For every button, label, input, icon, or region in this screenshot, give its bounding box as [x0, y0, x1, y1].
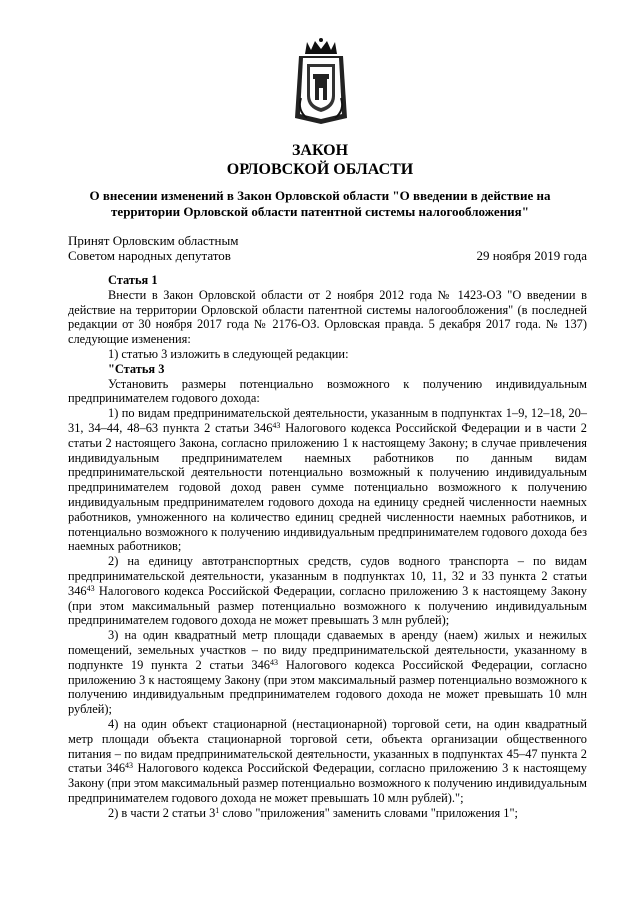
list-item: 3) на один квадратный метр площади сдаваемых в аренду (наем) жилых и нежилых помещений, земельных участков – по виду предпринимательской деятельности, указанному в подпункте 19 пункта 2 статьи $346^{43}$ Налогового кодекса Российской Федерации, согласно приложению 3 к настоящему Закону (при этом максимальный размер потенциально возможного к получению индивидуальным предпринимателем годового дохода не может превышать 10 млн рублей); [68, 628, 587, 717]
adoption-date: 29 ноября 2019 года [476, 248, 587, 263]
adoption-line: Советом народных депутатов [68, 248, 231, 263]
subtitle-line: О внесении изменений в Закон Орловской области "О введении в действие на [89, 188, 551, 203]
adoption-line: Принят Орловским областным [68, 233, 239, 248]
law-body [68, 273, 587, 820]
adoption-info [68, 233, 238, 263]
law-title: ЗАКОН [291, 142, 349, 159]
list-item: 2) на единицу автотранспортных средств, судов водного транспорта – по видам предпринимательской деятельности, указанным в подпунктах 10, 11, 32 и 33 пункта 2 статьи $346^{43}$ Налогового кодекса Российской Федерации, согласно приложению 3 к настоящему Закону (при этом максимальный размер потенциально возможного к получению индивидуальным предпринимателем годового дохода не может превышать 3 млн рублей); [68, 554, 587, 628]
paragraph: Установить размеры потенциально возможного к получению индивидуальным предпринимателем годового дохода: [68, 376, 587, 406]
list-item: 4) на один объект стационарной (нестационарной) торговой сети, на один квадратный метр площади объекта стационарной торговой сети, объекта организации общественного питания – по видам предпринимательской деятельности, указанных в подпунктах 45–47 пункта 2 статьи $346^{43}$ Налогового кодекса Российской Федерации, согласно приложению 3 к настоящему Закону (при этом максимальный размер потенциально возможного к получению индивидуальным предпринимателем годового дохода не может превышать 10 млн рублей)."; [68, 716, 588, 805]
law-subtitle [80, 188, 560, 220]
list-item: 2) в части 2 статьи $3^1$ слово "приложения" заменить словами "приложения 1"; [108, 805, 518, 820]
paragraph: Внести в Закон Орловской области от 2 ноября 2012 года № 1423-ОЗ "О введении в действие на территории Орловской области патентной системы налогообложения" (в последней редакции от 30 ноября 2017 года № 2176-ОЗ. Орловская правда. 5 декабря 2017 года. № 137) следующие изменения: [68, 287, 587, 347]
region-title: ОРЛОВСКОЙ ОБЛАСТИ [226, 161, 414, 178]
paragraph: 1) статью 3 изложить в следующей редакции: [108, 346, 349, 361]
list-item: 1) по видам предпринимательской деятельности, указанным в подпунктах 1–9, 12–18, 20–31, 34–44, 48–63 пункта 2 статьи $346^{43}$ Налогового кодекса Российской Федерации и в части 2 статьи 2 настоящего Закона, согласно приложению 1 к настоящему Закону; в случае привлечения индивидуальным предпринимателем наемных работников по данным видам предпринимательской деятельности потенциально возможный к получению индивидуальным предпринимателем годовой доход равен сумме потенциально возможного к получению индивидуальным предпринимателем годового дохода на единицу средней численности наемных работников, умноженного на количество единиц средней численности наемных работников, и потенциально возможного к получению индивидуальным предпринимателем годового дохода без наемных работников; [68, 406, 588, 554]
coat-of-arms-icon [293, 38, 349, 124]
subtitle-line: территории Орловской области патентной системы налогообложения" [111, 204, 529, 219]
article-heading: "Статья 3 [108, 361, 165, 376]
article-heading: Статья 1 [108, 273, 158, 287]
